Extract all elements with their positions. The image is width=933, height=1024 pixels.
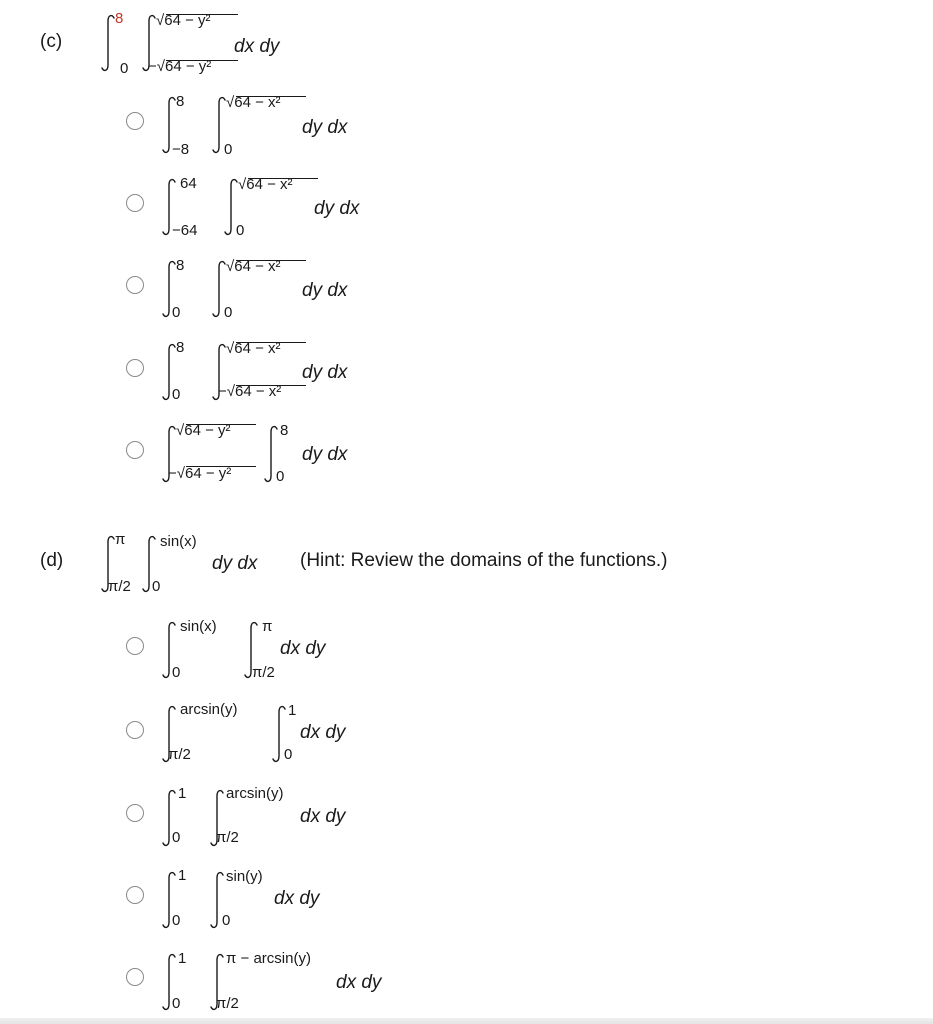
outer-lower-limit: 0 bbox=[172, 664, 181, 681]
inner-lower-limit: π/2 bbox=[216, 995, 239, 1012]
radio-button[interactable] bbox=[126, 194, 144, 212]
inner-lower-limit: 0 bbox=[224, 141, 233, 158]
inner-lower-limit: 0 bbox=[284, 746, 293, 763]
inner-upper-limit: √64 − x² bbox=[238, 176, 293, 193]
part-d-label: (d) bbox=[40, 550, 64, 571]
outer-upper-limit: sin(x) bbox=[180, 618, 217, 635]
outer-upper-limit: 8 bbox=[176, 339, 185, 356]
differentials: dy dx bbox=[212, 553, 258, 574]
inner-upper-limit: arcsin(y) bbox=[226, 785, 284, 802]
outer-lower-limit: −64 bbox=[172, 222, 198, 239]
radio-button[interactable] bbox=[126, 359, 144, 377]
outer-lower-limit: 0 bbox=[172, 829, 181, 846]
outer-lower-limit: −8 bbox=[172, 141, 190, 158]
differentials: dx dy bbox=[336, 972, 382, 993]
inner-lower-limit: 0 bbox=[152, 578, 161, 595]
inner-lower-limit: −√64 − y² bbox=[148, 58, 212, 75]
inner-upper-limit: √64 − x² bbox=[226, 258, 281, 275]
inner-upper-limit: 8 bbox=[280, 422, 289, 439]
inner-lower-limit: π/2 bbox=[252, 664, 275, 681]
outer-upper-limit: 64 bbox=[180, 175, 197, 192]
inner-upper-limit: √64 − y² bbox=[156, 12, 211, 29]
radio-button[interactable] bbox=[126, 637, 144, 655]
outer-lower-limit: 0 bbox=[172, 386, 181, 403]
outer-upper-limit: 8 bbox=[115, 10, 124, 27]
outer-upper-limit: arcsin(y) bbox=[180, 701, 238, 718]
inner-lower-limit: −√64 − x² bbox=[218, 383, 282, 400]
outer-lower-limit: 0 bbox=[172, 995, 181, 1012]
radio-button[interactable] bbox=[126, 112, 144, 130]
part-c-label: (c) bbox=[40, 31, 63, 52]
differentials: dy dx bbox=[302, 280, 348, 301]
outer-lower-limit: 0 bbox=[172, 912, 181, 929]
inner-lower-limit: 0 bbox=[236, 222, 245, 239]
outer-upper-limit: 8 bbox=[176, 93, 185, 110]
differentials: dy dx bbox=[302, 117, 348, 138]
radio-button[interactable] bbox=[126, 276, 144, 294]
outer-lower-limit: 0 bbox=[120, 60, 129, 77]
outer-upper-limit: π bbox=[115, 531, 126, 548]
hint-text: (Hint: Review the domains of the functions.) bbox=[300, 550, 668, 571]
outer-lower-limit: π/2 bbox=[168, 746, 191, 763]
outer-upper-limit: 1 bbox=[178, 950, 187, 967]
inner-upper-limit: π bbox=[262, 618, 273, 635]
inner-upper-limit: 1 bbox=[288, 702, 297, 719]
inner-lower-limit: π/2 bbox=[216, 829, 239, 846]
inner-lower-limit: 0 bbox=[276, 468, 285, 485]
differentials: dx dy bbox=[300, 806, 346, 827]
inner-lower-limit: 0 bbox=[222, 912, 231, 929]
inner-upper-limit: √64 − x² bbox=[226, 94, 281, 111]
outer-lower-limit: −√64 − y² bbox=[168, 465, 232, 482]
radio-button[interactable] bbox=[126, 968, 144, 986]
outer-upper-limit: 1 bbox=[178, 867, 187, 884]
inner-upper-limit: √64 − x² bbox=[226, 340, 281, 357]
differentials: dx dy bbox=[300, 722, 346, 743]
outer-upper-limit: √64 − y² bbox=[176, 422, 231, 439]
differentials: dy dx bbox=[302, 444, 348, 465]
radio-button[interactable] bbox=[126, 441, 144, 459]
radio-button[interactable] bbox=[126, 886, 144, 904]
outer-lower-limit: 0 bbox=[172, 304, 181, 321]
inner-upper-limit: sin(y) bbox=[226, 868, 263, 885]
inner-lower-limit: 0 bbox=[224, 304, 233, 321]
differentials: dy dx bbox=[314, 198, 360, 219]
differentials: dy dx bbox=[302, 362, 348, 383]
inner-upper-limit: π − arcsin(y) bbox=[226, 950, 311, 967]
radio-button[interactable] bbox=[126, 804, 144, 822]
inner-upper-limit: sin(x) bbox=[160, 533, 197, 550]
outer-lower-limit: π/2 bbox=[108, 578, 131, 595]
page-bottom-edge bbox=[0, 1018, 933, 1024]
outer-upper-limit: 8 bbox=[176, 257, 185, 274]
differentials: dx dy bbox=[280, 638, 326, 659]
differentials: dx dy bbox=[234, 36, 280, 57]
differentials: dx dy bbox=[274, 888, 320, 909]
outer-upper-limit: 1 bbox=[178, 785, 187, 802]
radio-button[interactable] bbox=[126, 721, 144, 739]
